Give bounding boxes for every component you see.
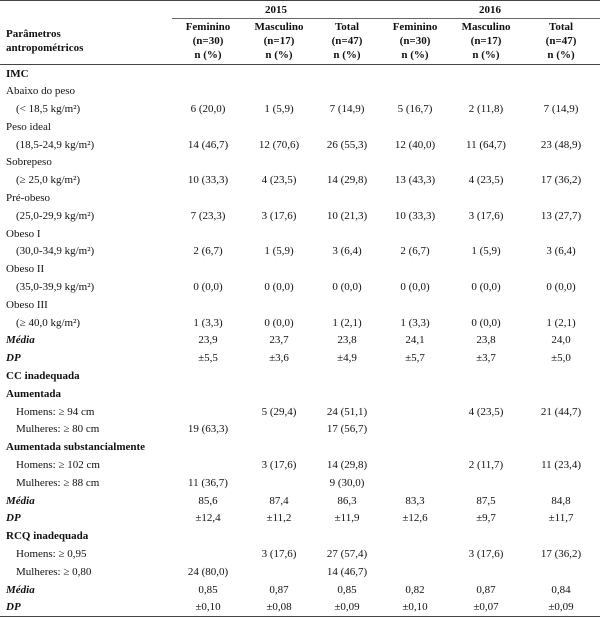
value-cell: 10 (21,3) bbox=[326, 209, 368, 222]
value-cell bbox=[172, 367, 244, 385]
value-cell: ±11,2 bbox=[266, 512, 292, 525]
col-header-2016-total bbox=[522, 19, 600, 65]
value-cell: 3 (17,6) bbox=[261, 458, 297, 471]
value-cell: 12 (40,0) bbox=[394, 138, 436, 151]
header-line: Total bbox=[549, 21, 574, 33]
table-row bbox=[0, 225, 600, 243]
row-label: Homens: ≥ 102 cm bbox=[16, 458, 100, 471]
value-cell bbox=[522, 420, 600, 438]
value-cell: 1 (3,3) bbox=[400, 316, 430, 329]
value-cell: 24 (51,1) bbox=[326, 405, 368, 418]
value-cell: 3 (6,4) bbox=[546, 245, 576, 258]
value-cell bbox=[380, 153, 450, 171]
value-cell bbox=[450, 527, 522, 545]
value-cell: 0 (0,0) bbox=[332, 280, 362, 293]
row-label: Mulheres: ≥ 0,80 bbox=[16, 565, 92, 578]
col-header-2016-masculino bbox=[450, 19, 522, 65]
value-cell bbox=[314, 225, 380, 243]
value-cell: ±5,7 bbox=[405, 352, 425, 365]
value-cell: 14 (29,8) bbox=[326, 174, 368, 187]
value-cell bbox=[450, 118, 522, 136]
table-row bbox=[0, 385, 600, 403]
value-cell: 2 (6,7) bbox=[193, 245, 223, 258]
value-cell bbox=[522, 225, 600, 243]
header-line: n (%) bbox=[194, 49, 222, 61]
table-row bbox=[0, 598, 600, 616]
value-cell: 23,9 bbox=[198, 334, 218, 347]
row-label: (18,5-24,9 kg/m²) bbox=[16, 138, 95, 151]
value-cell bbox=[522, 260, 600, 278]
header-line: n (%) bbox=[472, 49, 500, 61]
col-header-2016-feminino bbox=[380, 19, 450, 65]
value-cell: 6 (20,0) bbox=[190, 102, 226, 115]
row-label: Sobrepeso bbox=[6, 156, 52, 169]
value-cell: 24 (80,0) bbox=[187, 565, 229, 578]
value-cell bbox=[450, 385, 522, 403]
header-line: (n=47) bbox=[545, 35, 577, 47]
value-cell: 0,87 bbox=[269, 583, 289, 596]
header-line: Masculino bbox=[254, 21, 304, 33]
col-header-2015-feminino bbox=[172, 19, 244, 65]
row-label: Mulheres: ≥ 80 cm bbox=[16, 423, 100, 436]
value-cell bbox=[172, 153, 244, 171]
value-cell bbox=[450, 260, 522, 278]
row-label: CC inadequada bbox=[6, 369, 80, 382]
row-label: Aumentada bbox=[6, 387, 62, 400]
header-line: n (%) bbox=[333, 49, 361, 61]
header-line: (n=17) bbox=[263, 35, 295, 47]
table-row bbox=[0, 492, 600, 510]
value-cell: 14 (29,8) bbox=[326, 458, 368, 471]
value-cell: 23,8 bbox=[337, 334, 357, 347]
parameter-column-header bbox=[0, 19, 172, 65]
header-line: antropométricos bbox=[6, 41, 84, 54]
table-row bbox=[0, 65, 600, 83]
value-cell: 83,3 bbox=[405, 494, 425, 507]
value-cell: 12 (70,6) bbox=[258, 138, 300, 151]
value-cell: ±5,5 bbox=[198, 352, 218, 365]
value-cell bbox=[450, 474, 522, 492]
value-cell bbox=[380, 385, 450, 403]
value-cell: 17 (36,2) bbox=[540, 547, 582, 560]
value-cell: ±11,9 bbox=[334, 512, 360, 525]
value-cell: 0 (0,0) bbox=[400, 280, 430, 293]
value-cell bbox=[314, 385, 380, 403]
value-cell: ±0,07 bbox=[450, 598, 522, 616]
row-label: (< 18,5 kg/m²) bbox=[16, 102, 81, 115]
value-cell: 3 (6,4) bbox=[332, 245, 362, 258]
table-row bbox=[0, 100, 600, 118]
value-cell: 10 (33,3) bbox=[394, 209, 436, 222]
table-row bbox=[0, 82, 600, 100]
value-cell bbox=[172, 65, 244, 83]
value-cell: 1 (5,9) bbox=[264, 245, 294, 258]
value-cell bbox=[522, 438, 600, 456]
value-cell bbox=[380, 474, 450, 492]
value-cell: 1 (5,9) bbox=[471, 245, 501, 258]
value-cell: 10 (33,3) bbox=[187, 174, 229, 187]
row-label: Mulheres: ≥ 88 cm bbox=[16, 476, 100, 489]
table-row bbox=[0, 509, 600, 527]
value-cell bbox=[380, 189, 450, 207]
value-cell bbox=[172, 118, 244, 136]
row-label: Obeso III bbox=[6, 298, 48, 311]
table-row bbox=[0, 207, 600, 225]
value-cell: ±0,09 bbox=[522, 598, 600, 616]
value-cell: 7 (23,3) bbox=[190, 209, 226, 222]
header-line: Feminino bbox=[185, 21, 231, 33]
value-cell bbox=[450, 153, 522, 171]
value-cell bbox=[522, 527, 600, 545]
value-cell bbox=[380, 527, 450, 545]
value-cell bbox=[380, 65, 450, 83]
value-cell: 85,6 bbox=[198, 494, 218, 507]
value-cell: 3 (17,6) bbox=[468, 547, 504, 560]
value-cell: 7 (14,9) bbox=[543, 102, 579, 115]
row-label: DP bbox=[0, 598, 172, 616]
table-row bbox=[0, 367, 600, 385]
value-cell: 21 (44,7) bbox=[540, 405, 582, 418]
value-cell: 17 (56,7) bbox=[326, 423, 368, 436]
value-cell bbox=[244, 563, 314, 581]
table-row bbox=[0, 349, 600, 367]
row-label: Obeso II bbox=[6, 263, 45, 276]
row-label: Média bbox=[6, 494, 35, 507]
value-cell bbox=[314, 65, 380, 83]
value-cell: 2 (6,7) bbox=[400, 245, 430, 258]
value-cell bbox=[380, 225, 450, 243]
value-cell: 0 (0,0) bbox=[193, 280, 223, 293]
value-cell bbox=[450, 367, 522, 385]
value-cell: 0 (0,0) bbox=[471, 280, 501, 293]
value-cell: ±5,0 bbox=[551, 352, 571, 365]
value-cell bbox=[244, 438, 314, 456]
value-cell bbox=[450, 438, 522, 456]
value-cell bbox=[314, 189, 380, 207]
value-cell bbox=[380, 545, 450, 563]
value-cell: 24,0 bbox=[551, 334, 571, 347]
value-cell bbox=[314, 118, 380, 136]
value-cell: 17 (36,2) bbox=[540, 174, 582, 187]
value-cell: 0,85 bbox=[337, 583, 357, 596]
value-cell bbox=[450, 189, 522, 207]
value-cell: ±0,09 bbox=[314, 598, 380, 616]
value-cell bbox=[244, 82, 314, 100]
table-row bbox=[0, 403, 600, 421]
value-cell bbox=[172, 296, 244, 314]
value-cell: ±0,10 bbox=[380, 598, 450, 616]
value-cell bbox=[172, 456, 244, 474]
row-label: Média bbox=[6, 334, 35, 347]
value-cell bbox=[172, 385, 244, 403]
table-row bbox=[0, 260, 600, 278]
value-cell bbox=[314, 438, 380, 456]
header-line: Masculino bbox=[461, 21, 511, 33]
value-cell: ±11,7 bbox=[548, 512, 574, 525]
header-line: Parâmetros bbox=[6, 27, 61, 40]
value-cell: 13 (27,7) bbox=[540, 209, 582, 222]
value-cell bbox=[244, 118, 314, 136]
value-cell bbox=[522, 118, 600, 136]
value-cell: 3 (17,6) bbox=[261, 209, 297, 222]
value-cell: 86,3 bbox=[337, 494, 357, 507]
value-cell: ±12,4 bbox=[195, 512, 221, 525]
value-cell bbox=[314, 153, 380, 171]
row-label: Média bbox=[6, 583, 35, 596]
value-cell bbox=[380, 296, 450, 314]
header-line: n (%) bbox=[265, 49, 293, 61]
table-row bbox=[0, 563, 600, 581]
row-label: Aumentada substancialmente bbox=[6, 441, 146, 454]
header-line: Feminino bbox=[392, 21, 438, 33]
table-row bbox=[0, 527, 600, 545]
value-cell bbox=[314, 527, 380, 545]
value-cell: 0 (0,0) bbox=[546, 280, 576, 293]
row-label: (≥ 25,0 kg/m²) bbox=[16, 174, 81, 187]
table-row bbox=[0, 153, 600, 171]
value-cell: 5 (29,4) bbox=[261, 405, 297, 418]
value-cell: 84,8 bbox=[551, 494, 571, 507]
value-cell bbox=[172, 403, 244, 421]
value-cell bbox=[244, 153, 314, 171]
table-row bbox=[0, 438, 600, 456]
value-cell: 14 (46,7) bbox=[187, 138, 229, 151]
value-cell bbox=[380, 563, 450, 581]
value-cell: 2 (11,8) bbox=[468, 102, 504, 115]
value-cell: 0 (0,0) bbox=[264, 316, 294, 329]
value-cell: 0,87 bbox=[476, 583, 496, 596]
value-cell: 0,85 bbox=[198, 583, 218, 596]
table-row bbox=[0, 171, 600, 189]
value-cell: 0 (0,0) bbox=[471, 316, 501, 329]
value-cell bbox=[522, 563, 600, 581]
value-cell bbox=[380, 82, 450, 100]
table-row bbox=[0, 242, 600, 260]
value-cell bbox=[450, 296, 522, 314]
value-cell: ±4,9 bbox=[337, 352, 357, 365]
value-cell: 4 (23,5) bbox=[468, 174, 504, 187]
value-cell bbox=[522, 189, 600, 207]
value-cell bbox=[522, 367, 600, 385]
value-cell: 4 (23,5) bbox=[468, 405, 504, 418]
table-row bbox=[0, 331, 600, 349]
value-cell: 4 (23,5) bbox=[261, 174, 297, 187]
header-line: Total bbox=[334, 21, 360, 33]
value-cell: 0 (0,0) bbox=[264, 280, 294, 293]
value-cell: 3 (17,6) bbox=[261, 547, 297, 560]
table-row bbox=[0, 581, 600, 599]
row-label: (25,0-29,9 kg/m²) bbox=[16, 209, 95, 222]
row-label: Abaixo do peso bbox=[6, 85, 76, 98]
value-cell: 87,4 bbox=[269, 494, 289, 507]
year-header-row bbox=[0, 1, 600, 19]
value-cell bbox=[172, 189, 244, 207]
value-cell bbox=[380, 403, 450, 421]
value-cell bbox=[314, 296, 380, 314]
col-header-2015-masculino bbox=[244, 19, 314, 65]
value-cell: 1 (2,1) bbox=[546, 316, 576, 329]
header-line: (n=30) bbox=[192, 35, 224, 47]
value-cell bbox=[522, 82, 600, 100]
header-line: (n=17) bbox=[470, 35, 502, 47]
value-cell bbox=[172, 82, 244, 100]
value-cell: 23 (48,9) bbox=[540, 138, 582, 151]
value-cell: ±9,7 bbox=[476, 512, 496, 525]
value-cell: 9 (30,0) bbox=[329, 476, 365, 489]
value-cell: 14 (46,7) bbox=[326, 565, 368, 578]
row-label: DP bbox=[6, 352, 21, 365]
value-cell bbox=[314, 260, 380, 278]
value-cell bbox=[450, 563, 522, 581]
value-cell: 11 (64,7) bbox=[466, 138, 506, 151]
value-cell bbox=[244, 225, 314, 243]
value-cell bbox=[522, 65, 600, 83]
value-cell bbox=[244, 527, 314, 545]
value-cell bbox=[172, 225, 244, 243]
value-cell bbox=[522, 296, 600, 314]
value-cell: 26 (55,3) bbox=[326, 138, 368, 151]
table-row bbox=[0, 278, 600, 296]
value-cell: 27 (57,4) bbox=[326, 547, 368, 560]
value-cell: ±0,08 bbox=[244, 598, 314, 616]
table-row bbox=[0, 474, 600, 492]
value-cell bbox=[172, 545, 244, 563]
value-cell: 24,1 bbox=[405, 334, 425, 347]
value-cell bbox=[172, 527, 244, 545]
row-label: DP bbox=[6, 512, 21, 525]
value-cell bbox=[244, 260, 314, 278]
row-label: Pré-obeso bbox=[6, 191, 50, 204]
row-label: IMC bbox=[6, 67, 29, 80]
table-row bbox=[0, 545, 600, 563]
value-cell bbox=[450, 420, 522, 438]
value-cell: 0,82 bbox=[405, 583, 425, 596]
value-cell bbox=[450, 225, 522, 243]
value-cell bbox=[244, 420, 314, 438]
row-label: (35,0-39,9 kg/m²) bbox=[16, 280, 95, 293]
table-row bbox=[0, 189, 600, 207]
header-line: (n=47) bbox=[331, 35, 363, 47]
value-cell: 1 (2,1) bbox=[332, 316, 362, 329]
value-cell bbox=[450, 65, 522, 83]
row-label: Homens: ≥ 0,95 bbox=[16, 547, 87, 560]
value-cell bbox=[522, 474, 600, 492]
value-cell bbox=[380, 367, 450, 385]
value-cell bbox=[172, 260, 244, 278]
value-cell bbox=[380, 260, 450, 278]
table-row bbox=[0, 420, 600, 438]
header-line: n (%) bbox=[401, 49, 429, 61]
value-cell bbox=[522, 153, 600, 171]
value-cell: 2 (11,7) bbox=[468, 458, 504, 471]
value-cell: 11 (23,4) bbox=[541, 458, 581, 471]
header-line: n (%) bbox=[547, 49, 575, 61]
value-cell: ±12,6 bbox=[402, 512, 428, 525]
row-label: Obeso I bbox=[6, 227, 41, 240]
value-cell bbox=[380, 118, 450, 136]
value-cell: 1 (5,9) bbox=[264, 102, 294, 115]
value-cell: 19 (63,3) bbox=[187, 423, 229, 436]
row-label: (≥ 40,0 kg/m²) bbox=[16, 316, 81, 329]
corner-cell bbox=[0, 1, 172, 19]
value-cell bbox=[380, 438, 450, 456]
value-cell: ±0,10 bbox=[172, 598, 244, 616]
value-cell bbox=[244, 474, 314, 492]
value-cell: 23,7 bbox=[269, 334, 289, 347]
table-row bbox=[0, 296, 600, 314]
value-cell: 3 (17,6) bbox=[468, 209, 504, 222]
value-cell bbox=[522, 385, 600, 403]
value-cell bbox=[314, 82, 380, 100]
row-label: Homens: ≥ 94 cm bbox=[16, 405, 95, 418]
value-cell: 0,84 bbox=[551, 583, 571, 596]
row-label: (30,0-34,9 kg/m²) bbox=[16, 245, 95, 258]
row-label: RCQ inadequada bbox=[6, 530, 89, 543]
header-line: (n=30) bbox=[399, 35, 431, 47]
value-cell: ±3,7 bbox=[476, 352, 496, 365]
value-cell bbox=[450, 82, 522, 100]
table-row bbox=[0, 118, 600, 136]
value-cell bbox=[314, 367, 380, 385]
table-row bbox=[0, 136, 600, 154]
value-cell: 13 (43,3) bbox=[394, 174, 436, 187]
value-cell: 23,8 bbox=[476, 334, 496, 347]
value-cell bbox=[244, 385, 314, 403]
value-cell: 1 (3,3) bbox=[193, 316, 223, 329]
year-2015-header: 2015 bbox=[172, 1, 380, 19]
col-header-2015-total bbox=[314, 19, 380, 65]
value-cell: ±3,6 bbox=[269, 352, 289, 365]
table-body bbox=[0, 65, 600, 617]
value-cell: 5 (16,7) bbox=[397, 102, 433, 115]
value-cell bbox=[380, 420, 450, 438]
value-cell bbox=[380, 456, 450, 474]
table-row bbox=[0, 314, 600, 332]
year-2016-header: 2016 bbox=[380, 1, 600, 19]
value-cell: 11 (36,7) bbox=[188, 476, 228, 489]
table-row bbox=[0, 456, 600, 474]
value-cell bbox=[244, 65, 314, 83]
value-cell: 87,5 bbox=[476, 494, 496, 507]
value-cell: 7 (14,9) bbox=[329, 102, 365, 115]
row-label: Peso ideal bbox=[6, 120, 51, 133]
value-cell bbox=[172, 438, 244, 456]
value-cell bbox=[244, 367, 314, 385]
value-cell bbox=[244, 189, 314, 207]
column-header-row bbox=[0, 19, 600, 65]
value-cell bbox=[244, 296, 314, 314]
